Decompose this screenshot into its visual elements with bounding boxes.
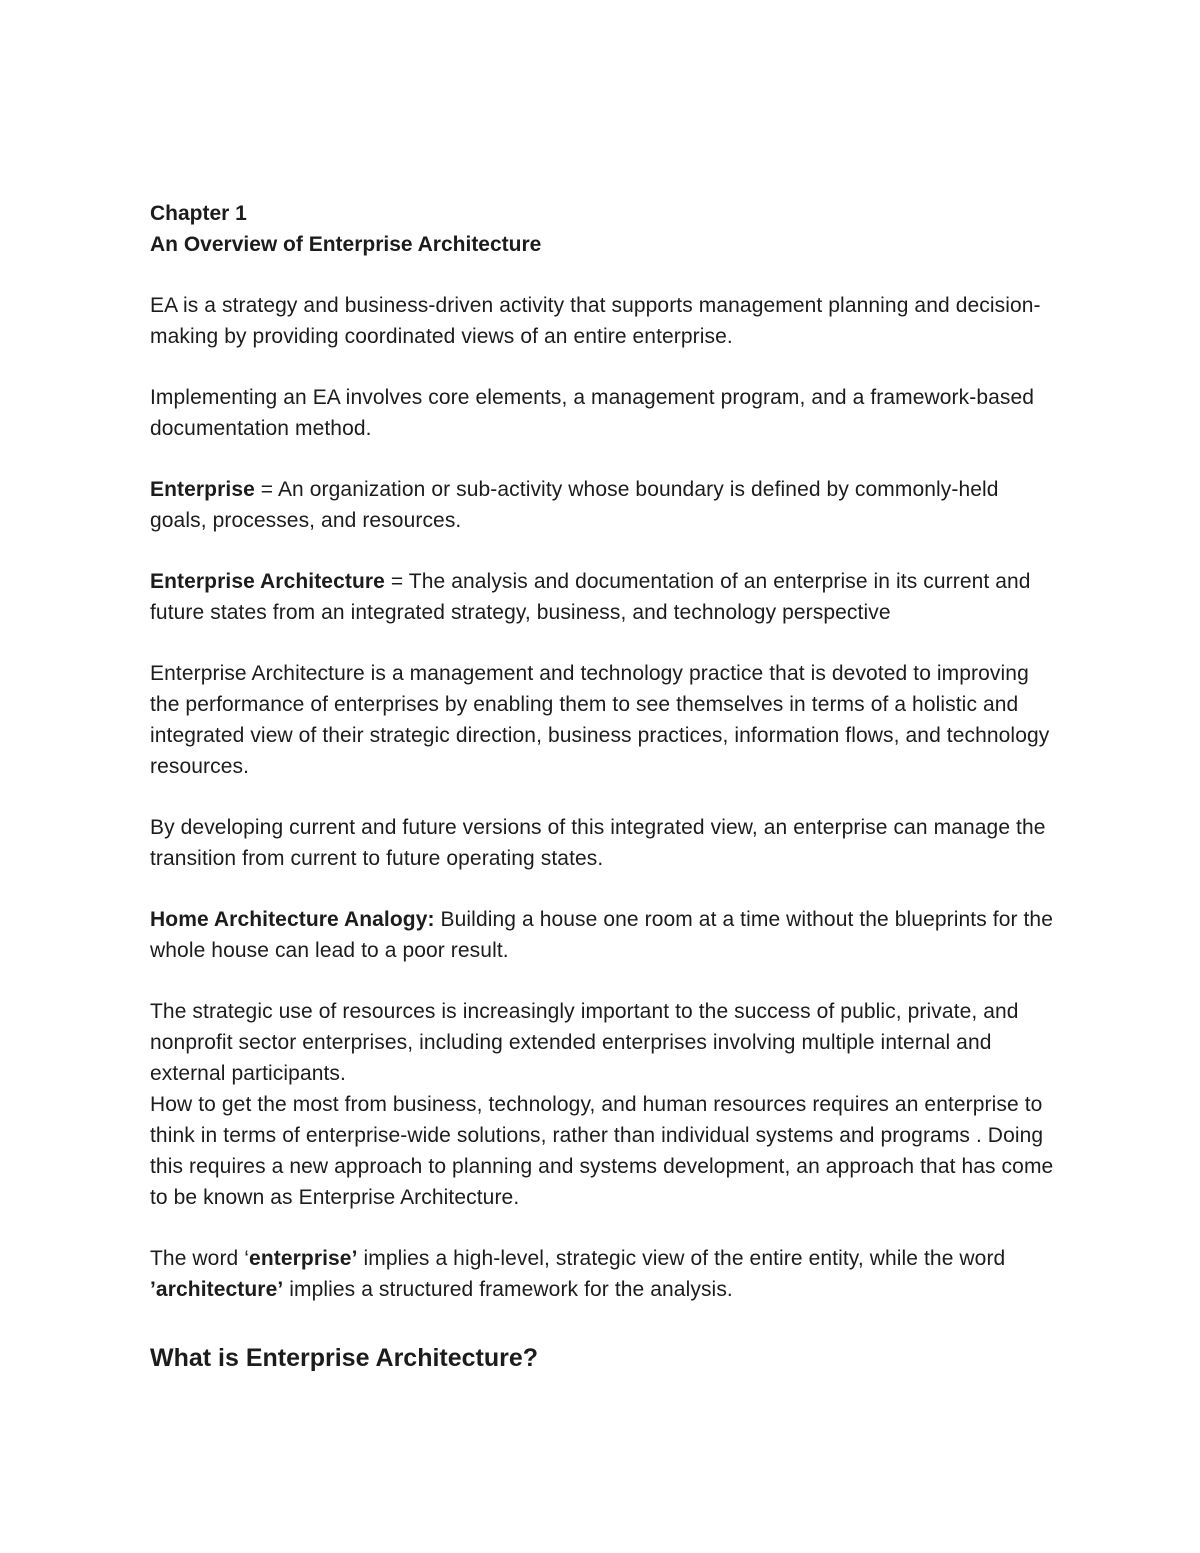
paragraph-ea-practice: Enterprise Architecture is a management and technology practice that is devoted to improving the performance of enterprises by enabling them to see themselves in terms of a holistic and integrated view of their strategic direction, business practices, information flows, and technology resources. xyxy=(150,662,1050,778)
section-heading: What is Enterprise Architecture? xyxy=(150,1344,539,1372)
paragraph-ea-implementation: Implementing an EA involves core elements, a management program, and a framework-based documentation method. xyxy=(150,386,1035,440)
paragraph-ea-term-definition xyxy=(150,566,1060,628)
paragraph-word-meanings xyxy=(150,1243,1060,1305)
term-enterprise-quoted: enterprise’ xyxy=(249,1247,358,1270)
paragraph-enterprise-definition xyxy=(150,474,1060,536)
paragraph-enterprise-wide-solutions: How to get the most from business, technology, and human resources requires an enterprise to think in terms of enterprise-wide solutions, rather than individual systems and programs . Doing this requires a new approach to planning and systems development, an approach that has come to be known as Enterprise Architecture. xyxy=(150,1093,1054,1209)
document-page xyxy=(150,198,1060,1375)
paragraph-transition: By developing current and future versions of this integrated view, an enterprise can manage the transition from current to future operating states. xyxy=(150,816,1046,870)
chapter-number: Chapter 1 xyxy=(150,202,247,225)
text-segment: implies a high-level, strategic view of the entire entity, while the word xyxy=(357,1247,1006,1270)
term-enterprise: Enterprise xyxy=(150,478,255,501)
analogy-text: Building a house one room at a time without the blueprints for the whole house can lead to a poor result. xyxy=(150,908,1053,962)
term-architecture-quoted: ’architecture’ xyxy=(150,1278,284,1301)
paragraph-ea-definition: EA is a strategy and business-driven activity that supports management planning and decision-making by providing coordinated views of an entire enterprise. xyxy=(150,294,1041,348)
text-segment: implies a structured framework for the analysis. xyxy=(283,1278,733,1301)
chapter-title: An Overview of Enterprise Architecture xyxy=(150,233,542,256)
paragraph-strategic-resources: The strategic use of resources is increasingly important to the success of public, private, and nonprofit sector enterprises, including extended enterprises involving multiple internal and external participants. xyxy=(150,1000,1019,1085)
paragraph-home-analogy xyxy=(150,904,1060,966)
text-segment: The word ‘ xyxy=(150,1247,250,1270)
definition-text: = An organization or sub-activity whose boundary is defined by commonly-held goals, processes, and resources. xyxy=(150,478,999,532)
definition-text: = The analysis and documentation of an enterprise in its current and future states from an integrated strategy, business, and technology perspective xyxy=(150,570,1031,624)
term-enterprise-architecture: Enterprise Architecture xyxy=(150,570,385,593)
term-home-analogy: Home Architecture Analogy: xyxy=(150,908,435,931)
